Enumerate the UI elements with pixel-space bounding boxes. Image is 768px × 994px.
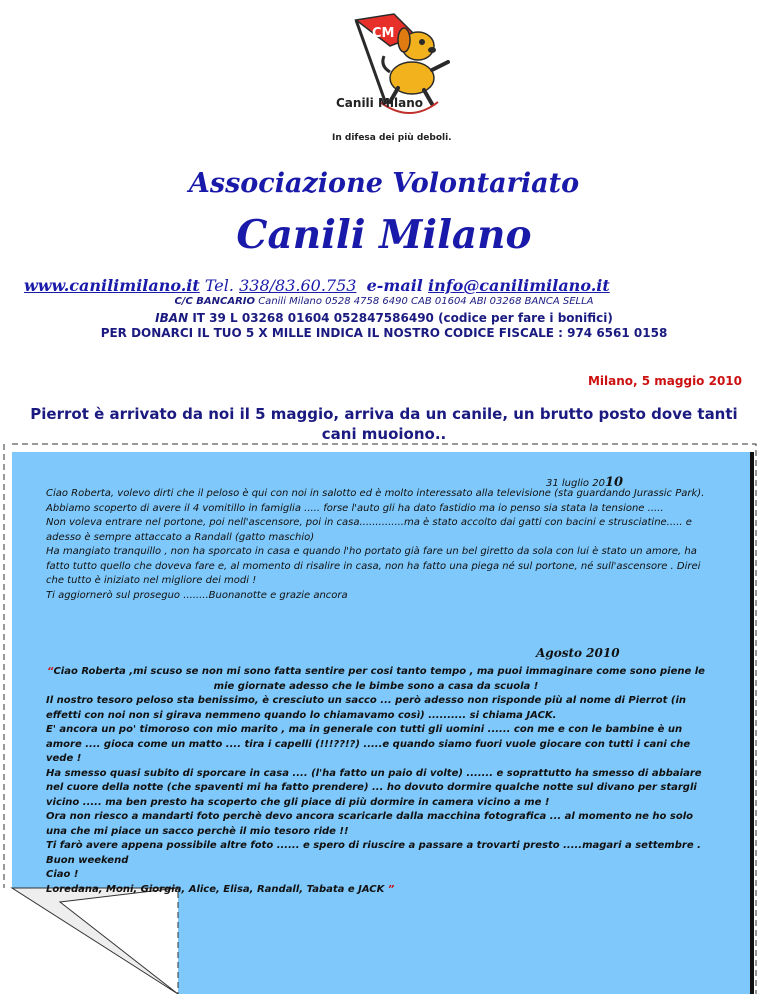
email-link[interactable]: info@canilimilano.it <box>427 276 610 295</box>
website-link[interactable]: www.canilimilano.it <box>24 276 200 295</box>
logo-tagline: In difesa dei più deboli. <box>332 133 452 143</box>
note-august-line: Ciao ! <box>46 869 79 880</box>
iban-value: IT 39 L 03268 01604 052847586490 (codice per fare i bonifici) <box>192 311 613 325</box>
signature-text: Loredana, Moni, Giorgia, Alice, Elisa, Randall, Tabata e JACK <box>46 883 385 895</box>
logo-name: Canili Milano <box>336 96 424 110</box>
note-august-line: Buon weekend <box>46 854 129 866</box>
close-quote: ” <box>387 883 395 895</box>
open-quote: “ <box>47 666 54 677</box>
note-july-date-prefix: 31 luglio 20 <box>546 478 605 489</box>
organization-name: Canili Milano <box>236 212 532 258</box>
note-july-date-suffix: 10 <box>604 475 624 490</box>
note-august-greeting <box>46 665 706 694</box>
note-august-line: Il nostro tesoro peloso sta benissimo, è cresciuto un sacco ... però adesso non risponde più al nome di Pierrot (in effetti con noi non si girava nemmeno quando lo chiamavamo così) .......... si chiama JACK. <box>46 695 687 721</box>
note-july-line: Ciao Roberta, volevo dirti che il peloso è qui con noi in salotto ed è molto interessato alla televisione (sta guardando Jurassic Park). <box>46 488 705 499</box>
bank-details: Canili Milano 0528 4758 6490 CAB 01604 ABI 03268 BANCA SELLA <box>258 296 594 307</box>
note-august-line: Ora non riesco a mandarti foto perchè devo ancora scaricarle dalla macchina fotografica ... al momento ne ho solo una che mi piace un sacco perchè il mio tesoro ride !! <box>46 811 694 837</box>
email-label: e-mail <box>366 276 423 295</box>
note-august <box>46 665 706 897</box>
phone-label: Tel. <box>204 276 234 295</box>
association-title: Associazione Volontariato <box>188 168 580 199</box>
note-july-line: Abbiamo scoperto di avere il 4 vomitillo in famiglia ..... forse l'auto gli ha dato fastidio ma io penso sia stata la tensione ..... <box>46 502 664 514</box>
note-july-line: Ha mangiato tranquillo , non ha sporcato in casa e quando l'ho portato già fare un bel giretto da sola con lui è stato un amore, ha fatto tutto quello che doveva fare e, al momento di risalire in casa, non ha fatto una piega né sul portone, né sull'ascensore . Direi che tutto è iniziato nel migliore dei modi ! <box>46 546 701 586</box>
note-august-line: E' ancora un po' timoroso con mio marito , ma in generale con tutti gli uomini ...... con me e con le bambine è un amore .... gioca come un matto .... tira i capelli (!!!??!?) .....e quando siamo fuori vuole giocare con tutti i cani che vede ! <box>46 724 691 764</box>
phone-number[interactable]: 338/83.60.753 <box>239 276 357 295</box>
intro-text: Pierrot è arrivato da noi il 5 maggio, arriva da un canile, un brutto posto dove tanti cani muoiono.. <box>30 405 738 443</box>
note-august-first: Ciao Roberta ,mi scuso se non mi sono fatta sentire per cosi tanto tempo , ma puoi immaginare come sono piene le mie giornate adesso che le bimbe sono a casa da scuola ! <box>53 666 705 692</box>
letter-date: Milano, 5 maggio 2010 <box>587 374 742 388</box>
bank-label: C/C BANCARIO <box>174 296 256 307</box>
note-july-line: Ti aggiornerò sul proseguo ........Buonanotte e grazie ancora <box>46 589 348 601</box>
note-august-signature <box>46 883 706 898</box>
fiscal-code-line: PER DONARCI IL TUO 5 X MILLE INDICA IL NOSTRO CODICE FISCALE : 974 6561 0158 <box>100 326 668 340</box>
note-july-date <box>546 475 623 492</box>
iban-label: IBAN <box>155 311 189 325</box>
note-august-title: Agosto 2010 <box>536 646 620 660</box>
note-august-line: Ha smesso quasi subito di sporcare in casa .... (l'ha fatto un paio di volte) ....... e soprattutto ha smesso di abbaiare nel cuore della notte (che spaventi mi ha fatto prendere) ... ho dovuto dormire qualche notte sul divano per stargli vicino ..... ma ben presto ha scoperto che gli piace di più dormire in camera vicino a me ! <box>46 767 702 808</box>
note-august-line: Ti farò avere appena possibile altre foto ...... e spero di riuscire a passare a trovarti presto .....magari a settembre . <box>46 840 701 851</box>
note-july <box>46 475 706 603</box>
badge-text: CM <box>372 26 395 41</box>
note-july-line: Non voleva entrare nel portone, poi nell'ascensore, poi in casa..............ma è stato accolto dai gatti con bacini e strusciatine..... e adesso è sempre attaccato a Randall (gatto maschio) <box>46 517 692 543</box>
